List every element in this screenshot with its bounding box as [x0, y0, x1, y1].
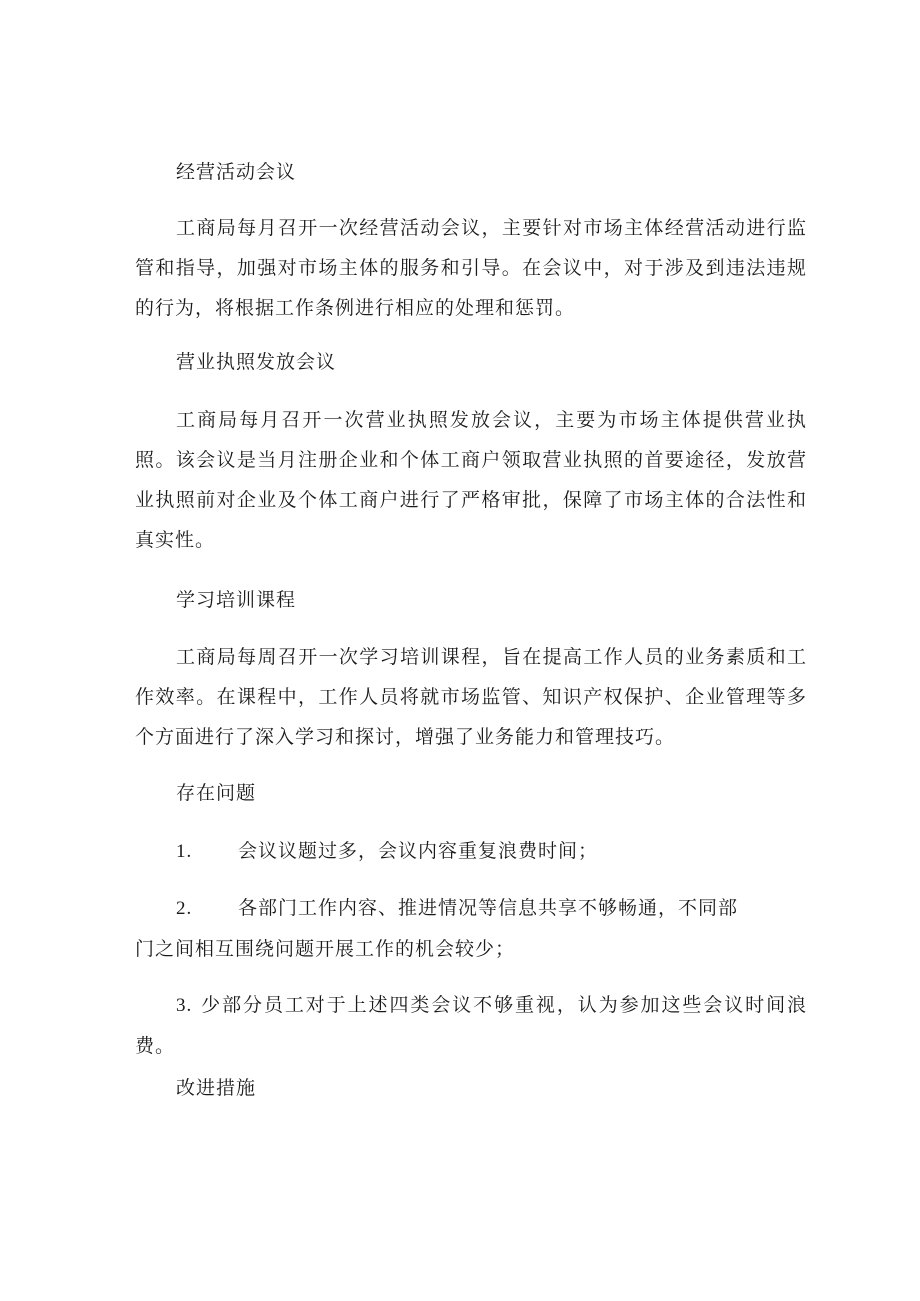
problem-text-1: 会议议题过多，会议内容重复浪费时间； — [238, 840, 599, 862]
heading-existing-problems: 存在问题 — [176, 782, 257, 804]
heading-license-meeting: 营业执照发放会议 — [176, 351, 337, 373]
problem-number-3: 3. — [176, 995, 193, 1016]
problem-text-2-line1: 各部门工作内容、推进情况等信息共享不够畅通，不同部 — [238, 897, 739, 919]
problem-item-1 — [135, 831, 807, 872]
heading-improvement-measures: 改进措施 — [176, 1077, 257, 1099]
problem-text-3: 少部分员工对于上述四类会议不够重视，认为参加这些会议时间浪费。 — [135, 994, 807, 1057]
heading-business-meeting: 经营活动会议 — [176, 161, 297, 183]
paragraph-training-course: 工商局每周召开一次学习培训课程，旨在提高工作人员的业务素质和工作效率。在课程中，工作人员将就市场监管、知识产权保护、企业管理等多个方面进行了深入学习和探讨，增强了业务能力和管理技巧。 — [135, 646, 807, 748]
paragraph-license-meeting: 工商局每月召开一次营业执照发放会议，主要为市场主体提供营业执照。该会议是当月注册企业和个体工商户领取营业执照的首要途径，发放营业执照前对企业及个体工商户进行了严格审批，保障了市场主体的合法性和真实性。 — [135, 409, 807, 551]
problem-item-3 — [135, 985, 807, 1066]
problem-item-2 — [135, 888, 807, 969]
problem-text-2-line2: 门之间相互围绕问题开展工作的机会较少； — [135, 938, 516, 960]
heading-training-course: 学习培训课程 — [176, 589, 297, 611]
problem-number-2: 2. — [176, 898, 193, 919]
paragraph-business-meeting: 工商局每月召开一次经营活动会议，主要针对市场主体经营活动进行监管和指导，加强对市场主体的服务和引导。在会议中，对于涉及到违法违规的行为，将根据工作条例进行相应的处理和惩罚。 — [135, 217, 807, 319]
problem-number-1: 1. — [176, 841, 193, 862]
